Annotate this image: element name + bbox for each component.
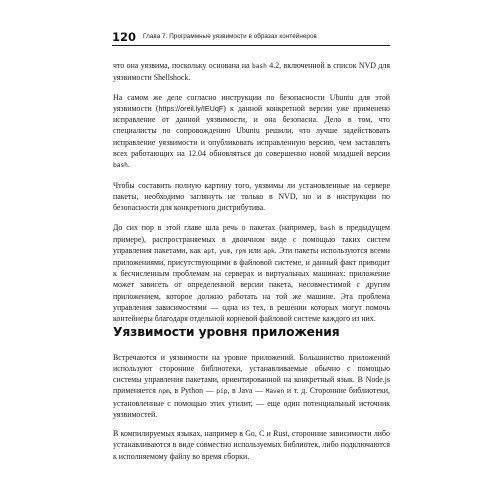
inline-code: pip <box>216 388 228 396</box>
inline-code: bash <box>251 63 267 70</box>
paragraph: На самом же деле согласно инструкции по безопасности Ubuntu для этой уязвимости (https://oreil.ly/IEUqF) к данной конкретной версии уже применено исправление от данной уязвимости, и она безопасна. Дело в том, что специалисты по сопровождению Ubuntu решили, что лучше задействовать исправление уязвимости и опубликовать исправленную версию, чем заставлять всех работающих на 12.04 обновляться до совершенно новой младшей версии bash. <box>113 92 390 169</box>
running-head: Глава 7. Программные уязвимости в образах контейнеров <box>143 33 317 40</box>
body-text <box>113 60 390 324</box>
inline-code: yum <box>219 247 231 255</box>
paragraph: Чтобы составить полную картину того, уязвимы ли установленные на сервере пакеты, необходимо заглянуть не только в NVD, но и в инструкции по безопасности для конкретного дистрибутива. <box>113 180 390 212</box>
inline-code: bash <box>320 224 336 232</box>
header-rule <box>112 45 390 46</box>
section-heading: Уязвимости уровня приложения <box>113 325 340 339</box>
inline-code: bash <box>113 161 128 169</box>
body-text-section <box>113 352 390 470</box>
page-number: 120 <box>112 30 137 44</box>
inline-code: apt <box>203 247 215 255</box>
inline-code: npm <box>158 388 170 396</box>
page-header <box>112 30 390 46</box>
url-link[interactable]: https://oreil.ly/IEUqF <box>158 104 224 114</box>
inline-code: apk <box>263 247 275 255</box>
inline-code: rpm <box>234 247 247 255</box>
paragraph: Встречаются и уязвимости на уровне приложений. Большинство приложений используют сторонние библиотеки, устанавливаемые обычно с помощью системы управления пакетами, ориентированной на конкретный язык. В Node.js применяется npm, в Python — pip, в Java — Maven и т. д. Сторонние библиотеки, установленные с помощью этих утилит, — еще один потенциальный источник уязвимостей. <box>113 353 390 419</box>
paragraph: В компилируемых языках, например в Go, C и Rust, сторонние зависимости либо устанавливаются в виде совместно используемых библиотек, либо подключаются к исполняемому файлу во время сборки. <box>113 429 390 461</box>
paragraph: что она уязвима, поскольку основана на bash 4.2, включенной в список NVD для уязвимости Shellshock. <box>113 61 390 83</box>
inline-code: Maven <box>265 388 285 396</box>
paragraph: До сих пор в этой главе шла речь о пакетах (например, bash в предыдущем примере), распространяемых в двоичном виде с помощью таких систем управления пакетами, как apt, yum, rpm или apk. Эти пакеты используются всеми приложениями, присутствующими в файловой системе, и данный факт приводит к бесчисленным проблемам на серверах и виртуальных машинах: приложение может зависеть от определенной версии пакета, несовместимой с другим приложением, которое должно работать на той же машине. Эта проблема управления зависимостями — одна из тех, в решении которых могут помочь контейнеры благодаря отдельной корневой файловой системе каждого из них. <box>113 222 391 323</box>
